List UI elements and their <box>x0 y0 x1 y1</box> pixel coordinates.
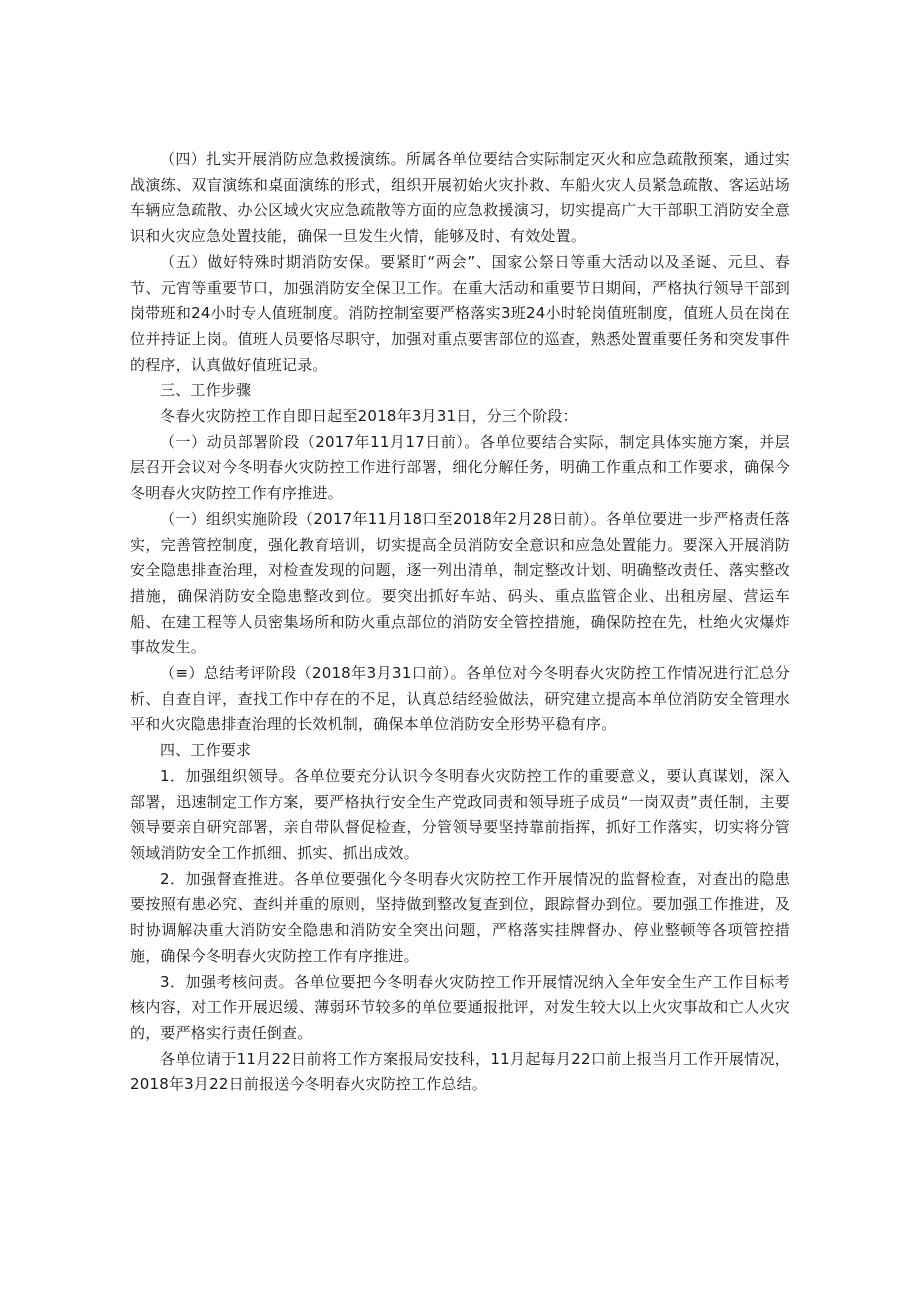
section-heading-work-steps: 三、工作步骤 <box>160 381 252 400</box>
paragraph-steps-intro: 冬春火灾防控工作自即日起至2018年3月31日，分三个阶段： <box>160 407 578 426</box>
paragraph-stage-evaluation: （≡）总结考评阶段（2018年3月31口前）。各单位对今冬明春火灾防控工作情况进行汇总分析、自查自评，查找工作中存在的不足，认真总结经验做法，研究建立提高本单位消防安全管理水平和火灾隐患排查治理的长效机制，确保本单位消防安全形势平稳有序。 <box>130 664 790 734</box>
paragraph-reporting-deadline: 各单位请于11月22日前将工作方案报局安技科，11月起每月22口前上报当月工作开展情况，2018年3月22日前报送今冬明春火灾防控工作总结。 <box>130 1049 790 1094</box>
paragraph-requirement-accountability: 3．加强考核问责。各单位要把今冬明春火灾防控工作开展情况纳入全年安全生产工作目标考核内容，对工作开展迟缓、薄弱环节较多的单位要通报批评，对发生较大以上火灾事故和亡人火灾的，要严格实行责任倒查。 <box>130 972 790 1042</box>
section-heading-work-requirements: 四、工作要求 <box>160 741 252 760</box>
paragraph-requirement-leadership: 1．加强组织领导。各单位要充分认识今冬明春火灾防控工作的重要意义，要认真谋划，深入部署，迅速制定工作方案，要严格执行安全生产党政同责和领导班子成员“一岗双责”责任制，主要领导要亲自研究部署，亲自带队督促检查，分管领导要坚持靠前指挥，抓好工作落实，切实将分管领域消防安全工作抓细、抓实、抓出成效。 <box>130 766 790 862</box>
document-page <box>130 147 790 1098</box>
paragraph-special-period-security: （五）做好特殊时期消防安保。要紧盯“两会”、国家公祭日等重大活动以及圣诞、元旦、春节、元宵等重要节口，加强消防安全保卫工作。在重大活动和重要节日期间，严格执行领导干部到岗带班和24小时专人值班制度。消防控制室要严格落实3班24小时轮岗值班制度，值班人员在岗在位并持证上岗。值班人员要恪尽职守，加强对重点要害部位的巡查，熟悉处置重要任务和突发事件的程序，认真做好值班记录。 <box>130 252 790 374</box>
paragraph-stage-implementation: （一）组织实施阶段（2017年11月18口至2018年2月28日前）。各单位要进一步严格责任落实，完善管控制度，强化教育培训，切实提高全员消防安全意识和应急处置能力。要深入开展消防安全隐患排查治理，对检查发现的问题，逐一列出清单，制定整改计划、明确整改责任、落实整改措施，确保消防安全隐患整改到位。要突出抓好车站、码头、重点监管企业、出租房屋、营运车船、在建工程等人员密集场所和防火重点部位的消防安全管控措施，确保防控在先，杜绝火灾爆炸事故发生。 <box>130 509 790 657</box>
paragraph-stage-mobilization: （一）动员部署阶段（2017年11月17日前）。各单位要结合实际，制定具体实施方案，并层层召开会议对今冬明春火灾防控工作进行部署，细化分解任务，明确工作重点和工作要求，确保今冬明春火灾防控工作有序推进。 <box>130 432 790 503</box>
paragraph-fire-drill: （四）扎实开展消防应急救援演练。所属各单位要结合实际制定灭火和应急疏散预案，通过实战演练、双盲演练和桌面演练的形式，组织开展初始火灾扑救、车船火灾人员紧急疏散、客运站场车辆应急疏散、办公区域火灾应急疏散等方面的应急救援演习，切实提高广大干部职工消防安全意识和火灾应急处置技能，确保一旦发生火情，能够及时、有效处置。 <box>130 150 790 246</box>
paragraph-requirement-supervision: 2．加强督查推进。各单位要强化今冬明春火灾防控工作开展情况的监督检查，对查出的隐患要按照有患必究、查纠并重的原则，坚持做到整改复查到位，跟踪督办到位。要加强工作推进，及时协调解决重大消防安全隐患和消防安全突出问题，严格落实挂牌督办、停业整顿等各项管控措施，确保今冬明春火灾防控工作有序推进。 <box>130 869 790 965</box>
